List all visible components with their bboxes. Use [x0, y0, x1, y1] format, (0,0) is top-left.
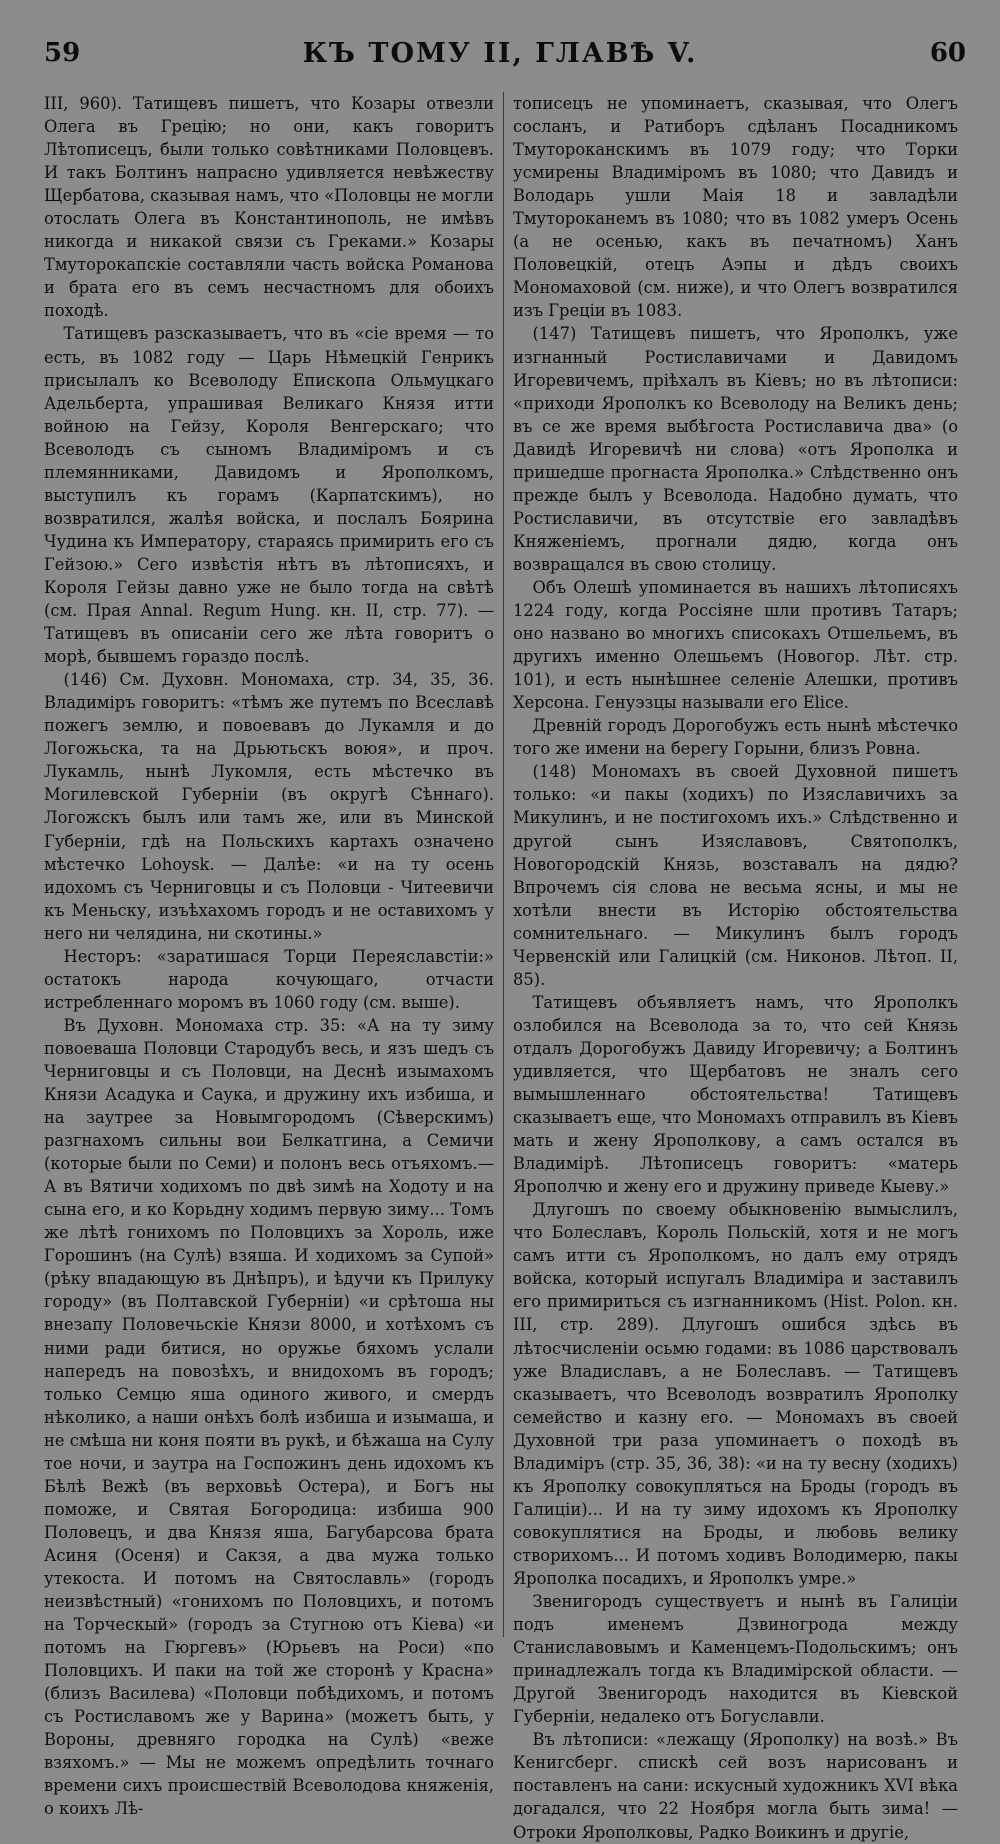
right-column: [513, 92, 958, 1842]
paragraph: Объ Олешѣ упоминается въ нашихъ лѣтописяхъ 1224 году, когда Россіяне шли противъ Татаръ; оно названо во многихъ списокахъ Отшельемъ, въ другихъ именно Олешьемъ (Новогор. Лѣт. стр. 101), и есть нынѣшнее селеніе Алешки, противъ Херсона. Генуэзцы называли его Elice.: [513, 577, 958, 713]
running-title: КЪ ТОМУ II, ГЛАВѢ V.: [302, 38, 698, 69]
paragraph: (147) Татищевъ пишетъ, что Ярополкъ, уже изгнанный Ростиславичами и Давидомъ Игоревичемъ, пріѣхалъ въ Кіевъ; но въ лѣтописи: «приходи Ярополкъ ко Всеволоду на Великъ день; въ се же время выбѣгоста Ростиславича два» (о Давидѣ Игоревичѣ ни слова) «отъ Ярополка и пришедше прогнаста Ярополка.» Слѣдственно онъ прежде былъ у Всеволода. Надобно думать, что Ростиславичи, въ отсутствіе его завладѣвъ Княженіемъ, прогнали дядю, когда онъ возвращался въ свою столицу.: [513, 324, 958, 574]
paragraph: Татищевъ разсказываетъ, что въ «сіе время — то есть, въ 1082 году — Царь Нѣмецкій Генрикъ присылалъ ко Всеволоду Епископа Ольмуцкаго Адельберта, упрашивая Великаго Князя итти войною на Гейзу, Короля Венгерскаго; что Всеволодъ съ сыномъ Владиміромъ и съ племянниками, Давидомъ и Ярополкомъ, выступилъ къ горамъ (Карпатскимъ), но возвратился, жалѣя войска, и послалъ Боярина Чудина къ Императору, стараясь примирить его съ Гейзою.» Сего извѣстія нѣтъ въ лѣтописяхъ, и Короля Гейзы давно уже не было тогда на свѣтѣ (см. Прая Annal. Regum Hung. кн. II, стр. 77). — Татищевъ въ описаніи сего же лѣта говоритъ о морѣ, бывшемъ гораздо послѣ.: [44, 324, 494, 667]
paragraph: Длугошъ по своему обыкновенію вымыслилъ, что Болеславъ, Король Польскій, хотя и не могъ самъ итти съ Ярополкомъ, но далъ ему отрядъ войска, который испугалъ Владиміра и заставилъ его примириться съ изгнанникомъ (Hist. Polon. кн. III, стр. 289). Длугошъ ошибся здѣсь въ лѣтосчисленіи осьмю годами: въ 1086 царствовалъ уже Владиславъ, а не Болеславъ. — Татищевъ сказываетъ, что Всеволодъ возвратилъ Ярополку семейство и казну его. — Мономахъ въ своей Духовной три раза упоминаетъ о походѣ въ Владиміръ (стр. 35, 36, 38): «и на ту весну (ходихъ) къ Ярополку совокупляться на Броды (городъ въ Галиціи)... И на ту зиму идохомъ къ Ярополку совокуплятися на Броды, и любовь велику створихомъ... И потомъ ходивъ Володимерю, пакы Ярополка посадихъ, и Ярополкъ умре.»: [513, 1200, 958, 1588]
paragraph: Въ Духовн. Мономаха стр. 35: «А на ту зиму повоеваша Половци Стародубъ весь, и язъ шедъ съ Черниговцы и съ Половци, на Деснѣ изымахомъ Князи Асадука и Саука, и дружину ихъ избиша, и на заутрее за Новымгородомъ (Сѣверскимъ) разгнахомъ сильны вои Белкатгина, а Семичи (которые были по Семи) и полонъ весь отъяхомъ.— А въ Вятичи ходихомъ по двѣ зимѣ на Ходоту и на сына его, и ко Корьдну ходимъ первую зиму... Томъ же лѣтѣ гонихомъ по Половцихъ за Хороль, иже Горошинъ (на Сулѣ) взяша. И ходихомъ за Супой» (рѣку впадающую въ Днѣпръ), и ѣдучи къ Прилуку городу» (въ Полтавской Губерніи) «и срѣтоша ны внезапу Половечьскіе Князи 8000, и хотѣхомъ съ ними ради битися, но оружье бяхомъ услали напередъ на повозѣхъ, и внидохомъ въ городъ; только Семцю яша одиного живого, и смердъ нѣколико, а наши онѣхъ болѣ избиша и изымаша, и не смѣша ни коня пояти въ рукѣ, и бѣжаша на Сулу тое ночи, и заутра на Госпожинъ день идохомъ къ Бѣлѣ Вежѣ (въ верховьѣ Остера), и Богъ ны поможе, и Святая Богородица: избиша 900 Половецъ, и два Князя яша, Багубарсова брата Асиня (Осеня) и Сакзя, а два мужа только утекоста. И потомъ на Святославль» (городъ неизвѣстный) «гонихомъ по Половцихъ, и потомъ на Торческый» (городъ за Стугною отъ Кіева) «и потомъ на Гюргевъ» (Юрьевъ на Роси) «по Половцихъ. И паки на той же сторонѣ у Красна» (близъ Василева) «Половци побѣдихомъ, и потомъ съ Ростиславомъ же у Варина» (можетъ быть, у Вороны, древняго городка на Сулѣ) «веже взяхомъ.» — Мы не можемъ опредѣлить точнаго времени сихъ происшествій Всеволодова княженія, о коихъ Лѣ-: [44, 1015, 494, 1819]
paragraph: III, 960). Татищевъ пишетъ, что Козары отвезли Олега въ Грецію; но они, какъ говоритъ Лѣтописецъ, были только совѣтниками Половцевъ. И такъ Болтинъ напрасно удивляется невѣжеству Щербатова, сказывая намъ, что «Половцы не могли отослать Олега въ Константинополь, не имѣвъ никогда и никакой связи съ Греками.» Козары Тмуторокапскіе составляли часть войска Романова и брата его въ семъ несчастномъ для обоихъ походѣ.: [44, 94, 494, 321]
page-header: [0, 38, 1000, 78]
paragraph: Несторъ: «заратишася Торци Переяславстіи:» остатокъ народа кочующаго, отчасти истребленнаго моромъ въ 1060 году (см. выше).: [44, 946, 494, 1012]
paragraph: тописецъ не упоминаетъ, сказывая, что Олегъ сосланъ, и Ратиборъ сдѣланъ Посадникомъ Тмутороканскимъ въ 1079 году; что Торки усмирены Владиміромъ въ 1080; что Давидъ и Володарь ушли Маія 18 и завладѣли Тмутороканемъ въ 1080; что въ 1082 умеръ Осень (а не осенью, какъ въ печатномъ) Ханъ Половецкій, отецъ Аэпы и дѣдъ своихъ Мономаховой (см. ниже), и что Олегъ возвратился изъ Греціи въ 1083.: [513, 94, 958, 321]
page-number-left: 59: [44, 38, 81, 68]
left-column: [44, 92, 494, 1819]
paragraph: Татищевъ объявляетъ намъ, что Ярополкъ озлобился на Всеволода за то, что сей Князь отдалъ Дорогобужъ Давиду Игоревичу; а Болтинъ удивляется, что Щербатовъ не зналъ сего вымышленнаго обстоятельства! Татищевъ сказываетъ еще, что Мономахъ отправилъ въ Кіевъ мать и жену Ярополкову, а самъ остался въ Владимірѣ. Лѣтописецъ говоритъ: «матерь Ярополчю и жену его и дружину приведе Кыеву.»: [513, 992, 958, 1197]
paragraph: (148) Мономахъ въ своей Духовной пишетъ только: «и пакы (ходихъ) по Изяславичихъ за Микулинъ, и не постигохомъ ихъ.» Слѣдственно и другой сынъ Изяславовъ, Святополкъ, Новогородскій Князь, возставалъ на дядю? Впрочемъ сія слова не весьма ясны, и мы не хотѣли внести въ Исторію обстоятельства сомнительнаго. — Микулинъ былъ городъ Червенскій или Галицкій (см. Никонов. Лѣтоп. II, 85).: [513, 762, 958, 989]
paragraph: Въ лѣтописи: «лежащу (Ярополку) на возѣ.» Въ Кенигсберг. спискѣ сей возъ нарисованъ и поставленъ на сани: искусный художникъ XVI вѣка догадался, что 22 Ноября могла быть зима! — Отроки Ярополковы, Радко Воикинъ и другіе,: [513, 1730, 958, 1842]
paragraph: (146) См. Духовн. Мономаха, стр. 34, 35, 36. Владиміръ говоритъ: «тѣмъ же путемъ по Всеславѣ пожегъ землю, и повоевавъ до Лукамля и до Логожьска, та на Дрьютьскъ воюя», и проч. Лукамль, нынѣ Лукомля, есть мѣстечко въ Могилевской Губерніи (въ округѣ Сѣннаго). Логожскъ былъ или тамъ же, или въ Минской Губерніи, гдѣ на Польскихъ картахъ означено мѣстечко Lohoysk. — Далѣе: «и на ту осень идохомъ съ Черниговцы и съ Половци - Читеевичи къ Меньску, изъѣхахомъ городъ и не оставихомъ у него ни челядина, ни скотины.»: [44, 670, 494, 943]
column-divider: [503, 92, 504, 1637]
paragraph: Звенигородъ существуетъ и нынѣ въ Галиціи подъ именемъ Дзвиногрода между Станиславовымъ и Каменцемъ-Подольскимъ; онъ принадлежалъ тогда къ Владимірской области. — Другой Звенигородъ находится въ Кіевской Губерніи, недалеко отъ Богуславли.: [513, 1592, 958, 1727]
paragraph: Древній городъ Дорогобужъ есть нынѣ мѣстечко того же имени на берегу Горыни, близъ Ровна.: [513, 716, 958, 759]
page-number-right: 60: [929, 38, 966, 68]
